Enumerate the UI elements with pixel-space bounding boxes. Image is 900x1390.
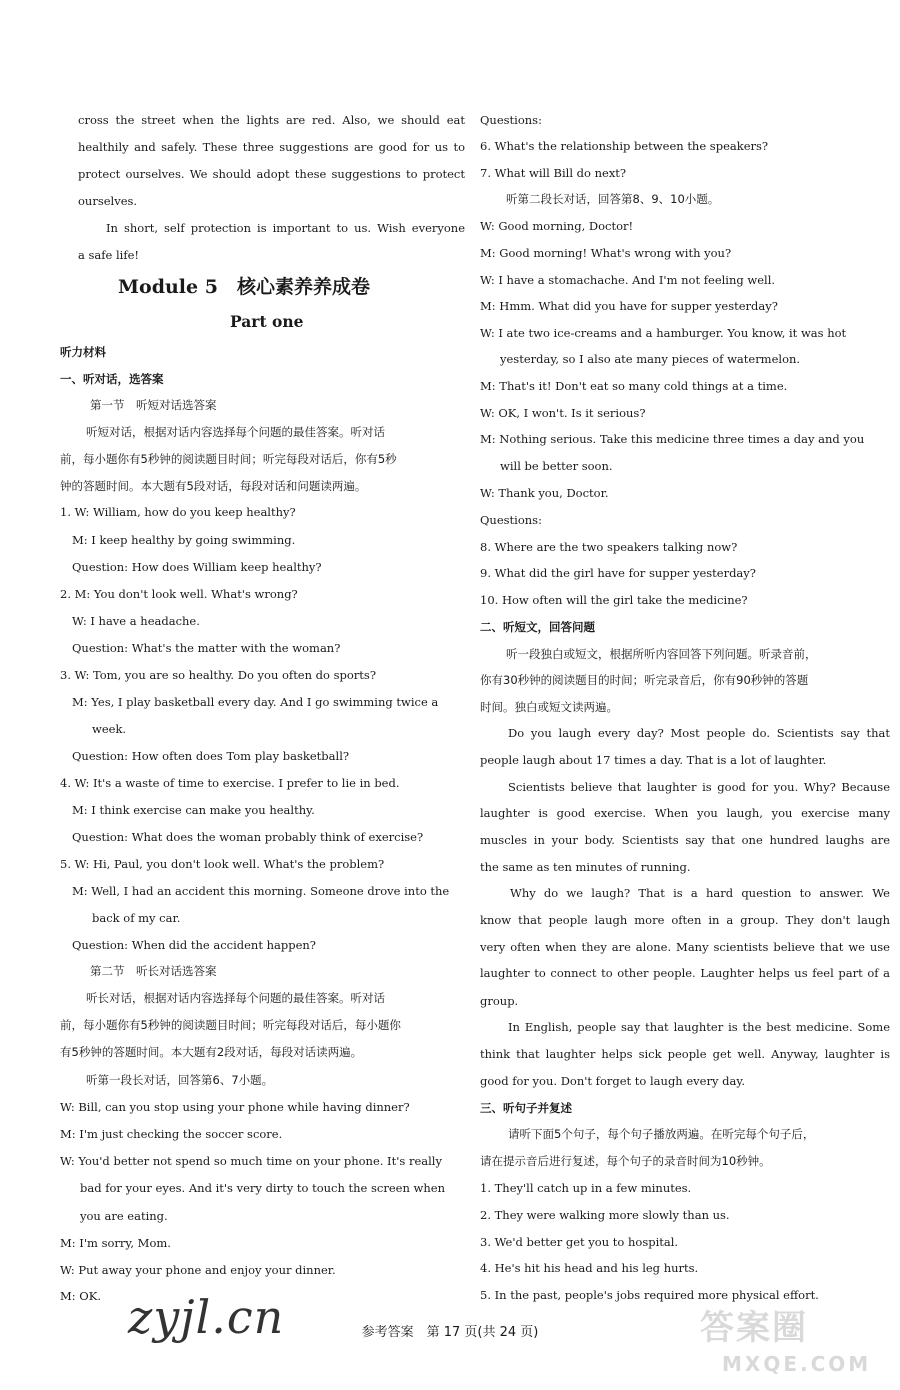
left-text-line: 4. W: It's a waste of time to exercise. I prefer to lie in bed. bbox=[60, 776, 400, 790]
right-text-line: 7. What will Bill do next? bbox=[480, 166, 627, 180]
left-text-line: back of my car. bbox=[92, 911, 181, 925]
right-text-line: 请在提示音后进行复述，每个句子的录音时间为10秒钟。 bbox=[480, 1154, 771, 1168]
right-text-line: the same as ten minutes of running. bbox=[480, 860, 691, 874]
left-text-line: Module 5 核心素养养成卷 bbox=[118, 276, 370, 298]
right-text-line: group. bbox=[480, 994, 519, 1008]
left-text-line: Question: What does the woman probably think of exercise? bbox=[72, 830, 424, 844]
right-text-line: 10. How often will the girl take the medicine? bbox=[480, 593, 748, 607]
left-text-line: M: I'm just checking the soccer score. bbox=[60, 1127, 283, 1141]
watermark-right-top: 答案圈 bbox=[700, 1308, 808, 1348]
right-text-line: In English, people say that laughter is the best medicine. Some bbox=[508, 1020, 890, 1034]
left-text-line: 听第一段长对话，回答第6、7小题。 bbox=[86, 1073, 274, 1087]
left-text-line: M: I keep healthy by going swimming. bbox=[72, 533, 296, 547]
right-text-line: very often when they are alone. Many scientists believe that we use bbox=[480, 940, 890, 954]
left-text-line: protect ourselves. We should adopt these suggestions to protect bbox=[78, 167, 465, 181]
left-text-line: healthily and safely. These three suggestions are good for us to bbox=[78, 140, 465, 154]
left-text-line: you are eating. bbox=[80, 1209, 168, 1223]
left-text-line: M: Well, I had an accident this morning. Someone drove into the bbox=[72, 884, 450, 898]
right-text-line: think that laughter helps sick people get well. Anyway, laughter is bbox=[480, 1047, 890, 1061]
watermark-right-bottom: MXQE.COM bbox=[722, 1352, 872, 1376]
left-text-line: W: You'd better not spend so much time on your phone. It's really bbox=[60, 1154, 442, 1168]
left-text-line: M: I'm sorry, Mom. bbox=[60, 1236, 171, 1250]
left-text-line: a safe life! bbox=[78, 248, 140, 262]
right-text-line: laughter to connect to other people. Laughter helps us feel part of a bbox=[480, 966, 890, 980]
page-footer: 参考答案 第 17 页(共 24 页) bbox=[361, 1325, 539, 1340]
right-text-line: W: OK, I won't. Is it serious? bbox=[480, 406, 646, 420]
right-text-line: 4. He's hit his head and his leg hurts. bbox=[480, 1261, 699, 1275]
right-text-line: 三、听句子并复述 bbox=[480, 1101, 572, 1115]
left-text-line: 5. W: Hi, Paul, you don't look well. What's the problem? bbox=[60, 857, 385, 871]
right-text-line: good for you. Don't forget to laugh every day. bbox=[480, 1074, 745, 1088]
left-text-line: Question: When did the accident happen? bbox=[72, 938, 316, 952]
right-text-line: know that people laugh more often in a group. They don't laugh bbox=[480, 913, 890, 927]
left-text-line: 第二节 听长对话选答案 bbox=[90, 964, 217, 978]
left-text-line: 听力材料 bbox=[60, 345, 106, 359]
right-text-line: Why do we laugh? That is a hard question to answer. We bbox=[510, 886, 890, 900]
left-text-line: W: I have a headache. bbox=[72, 614, 200, 628]
right-text-line: 听第二段长对话，回答第8、9、10小题。 bbox=[506, 192, 720, 206]
left-text-line: Question: What's the matter with the woman? bbox=[72, 641, 341, 655]
right-text-line: 1. They'll catch up in a few minutes. bbox=[480, 1181, 692, 1195]
right-text-line: W: I ate two ice-creams and a hamburger. You know, it was hot bbox=[480, 326, 847, 340]
right-text-line: 5. In the past, people's jobs required more physical effort. bbox=[480, 1288, 819, 1302]
right-text-line: W: Thank you, Doctor. bbox=[480, 486, 609, 500]
right-text-line: M: Nothing serious. Take this medicine three times a day and you bbox=[480, 432, 865, 446]
left-text-line: 前，每小题你有5秒钟的阅读题目时间；听完每段对话后，你有5秒 bbox=[60, 452, 397, 466]
left-text-line: M: I think exercise can make you healthy. bbox=[72, 803, 315, 817]
right-text-line: M: Hmm. What did you have for supper yesterday? bbox=[480, 299, 778, 313]
right-text-line: 9. What did the girl have for supper yesterday? bbox=[480, 566, 756, 580]
left-text-line: 2. M: You don't look well. What's wrong? bbox=[60, 587, 298, 601]
right-text-line: W: I have a stomachache. And I'm not feeling well. bbox=[480, 273, 776, 287]
left-text-line: Question: How often does Tom play basketball? bbox=[72, 749, 350, 763]
right-text-line: Questions: bbox=[480, 113, 542, 127]
right-text-line: Scientists believe that laughter is good for you. Why? Because bbox=[508, 780, 890, 794]
left-text-line: week. bbox=[92, 722, 127, 736]
right-text-line: 6. What's the relationship between the speakers? bbox=[480, 139, 769, 153]
left-text-line: In short, self protection is important to us. Wish everyone bbox=[106, 221, 465, 235]
right-text-line: 时间。独白或短文读两遍。 bbox=[480, 700, 618, 714]
left-text-line: 有5秒钟的答题时间。本大题有2段对话，每段对话读两遍。 bbox=[60, 1045, 363, 1059]
left-text-line: 3. W: Tom, you are so healthy. Do you often do sports? bbox=[60, 668, 376, 682]
left-text-line: cross the street when the lights are red. Also, we should eat bbox=[78, 113, 465, 127]
right-text-line: 8. Where are the two speakers talking now? bbox=[480, 540, 738, 554]
left-text-line: 一、听对话，选答案 bbox=[60, 372, 164, 386]
watermark-left: zyjl.cn bbox=[128, 1290, 285, 1344]
right-text-line: M: That's it! Don't eat so many cold things at a time. bbox=[480, 379, 788, 393]
right-text-line: 2. They were walking more slowly than us. bbox=[480, 1208, 730, 1222]
left-text-line: M: Yes, I play basketball every day. And I go swimming twice a bbox=[72, 695, 439, 709]
left-text-line: 前，每小题你有5秒钟的阅读题目时间；听完每段对话后，每小题你 bbox=[60, 1018, 401, 1032]
left-text-line: ourselves. bbox=[78, 194, 138, 208]
right-text-line: laughter is good exercise. When you laugh, you exercise many bbox=[480, 806, 890, 820]
left-text-line: 钟的答题时间。本大题有5段对话，每段对话和问题读两遍。 bbox=[60, 479, 367, 493]
right-text-line: will be better soon. bbox=[500, 459, 613, 473]
right-text-line: 听一段独白或短文，根据所听内容回答下列问题。听录音前， bbox=[506, 647, 817, 661]
left-text-line: 听短对话，根据对话内容选择每个问题的最佳答案。听对话 bbox=[86, 425, 385, 439]
right-text-line: people laugh about 17 times a day. That is a lot of laughter. bbox=[480, 753, 827, 767]
left-text-line: Question: How does William keep healthy? bbox=[72, 560, 322, 574]
right-text-line: yesterday, so I also ate many pieces of watermelon. bbox=[500, 352, 801, 366]
left-text-line: 1. W: William, how do you keep healthy? bbox=[60, 505, 296, 519]
right-text-line: W: Good morning, Doctor! bbox=[480, 219, 634, 233]
left-text-line: 第一节 听短对话选答案 bbox=[90, 398, 217, 412]
right-text-line: 请听下面5个句子，每个句子播放两遍。在听完每个句子后， bbox=[508, 1127, 815, 1141]
right-text-line: 3. We'd better get you to hospital. bbox=[480, 1235, 679, 1249]
left-text-line: W: Bill, can you stop using your phone while having dinner? bbox=[60, 1100, 410, 1114]
left-text-line: Part one bbox=[230, 312, 304, 331]
right-text-line: muscles in your body. Scientists say that one hundred laughs are bbox=[480, 833, 890, 847]
right-text-line: 二、听短文，回答问题 bbox=[480, 620, 595, 634]
right-text-line: Do you laugh every day? Most people do. Scientists say that bbox=[508, 726, 890, 740]
right-text-line: 你有30秒钟的阅读题目的时间；听完录音后，你有90秒钟的答题 bbox=[480, 673, 809, 687]
left-text-line: 听长对话，根据对话内容选择每个问题的最佳答案。听对话 bbox=[86, 991, 385, 1005]
left-text-line: M: OK. bbox=[60, 1289, 101, 1303]
left-text-line: W: Put away your phone and enjoy your dinner. bbox=[60, 1263, 336, 1277]
right-text-line: Questions: bbox=[480, 513, 542, 527]
right-text-line: M: Good morning! What's wrong with you? bbox=[480, 246, 732, 260]
left-text-line: bad for your eyes. And it's very dirty to touch the screen when bbox=[80, 1181, 445, 1195]
